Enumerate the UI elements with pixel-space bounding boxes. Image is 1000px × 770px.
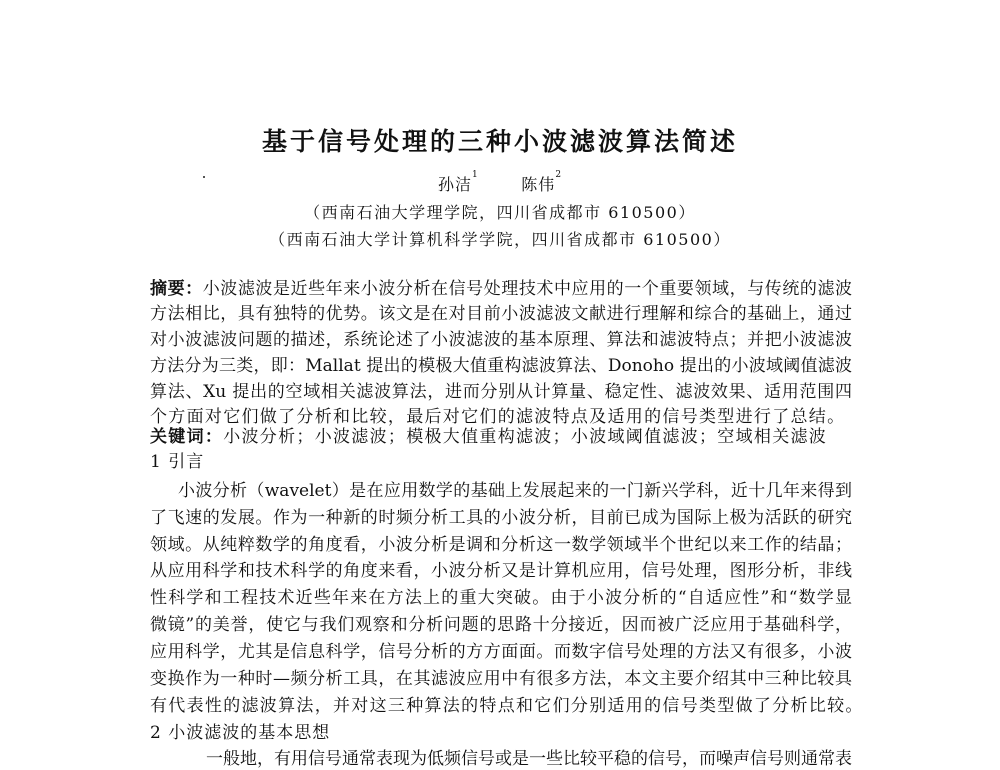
body-line: 从应用科学和技术科学的角度来看，小波分析又是计算机应用，信号处理，图形分析，非线 [150,561,852,581]
abstract-line: 对小波滤波问题的描述，系统论述了小波滤波的基本原理、算法和滤波特点；并把小波滤波 [150,330,852,350]
body-line: 应用科学，尤其是信息科学，信号分析的方方面面。而数字信号处理的方法又有很多，小波 [150,642,852,662]
section-heading: 2 小波滤波的基本思想 [150,723,331,743]
author-affiliation-mark: 2 [555,170,563,180]
author-name: 孙洁 [437,175,472,194]
author-name: 陈伟 [521,175,556,194]
abstract-line: 方法相比，具有独特的优势。该文是在对目前小波滤波文献进行理解和综合的基础上，通过 [150,304,852,324]
abstract-line: 算法、Xu 提出的空域相关滤波算法，进而分别从计算量、稳定性、滤波效果、适用范围四 [150,382,852,402]
body-line: 小波分析（wavelet）是在应用数学的基础上发展起来的一门新兴学科，近十几年来得到 [178,481,852,501]
body-line: 了飞速的发展。作为一种新的时频分析工具的小波分析，目前已成为国际上极为活跃的研究 [150,508,852,528]
body-line: 变换作为一种时—频分析工具，在其滤波应用中有很多方法，本文主要介绍其中三种比较具 [150,669,852,689]
body-line: 一般地，有用信号通常表现为低频信号或是一些比较平稳的信号，而噪声信号则通常表 [206,749,852,769]
abstract-label: 摘要： [150,279,203,299]
author-line [0,172,1000,195]
keywords-line [150,426,852,448]
section-heading: 1 引言 [150,452,205,472]
abstract-line: 摘要：小波滤波是近些年来小波分析在信号处理技术中应用的一个重要领域，与传统的滤波 [150,279,853,299]
body-line: 领域。从纯粹数学的角度看，小波分析是调和分析这一数学领域半个世纪以来工作的结晶； [150,535,852,555]
author-affiliation-mark: 1 [471,170,479,180]
body-line: 有代表性的滤波算法，并对这三种算法的特点和它们分别适用的信号类型做了分析比较。 [150,696,864,716]
paper-title: 基于信号处理的三种小波滤波算法简述 [261,127,738,156]
abstract-line: 个方面对它们做了分析和比较，最后对它们的滤波特点及适用的信号类型进行了总结。 [150,407,846,427]
body-line: 性科学和工程技术近些年来在方法上的重大突破。由于小波分析的“自适应性”和“数学显 [150,588,852,608]
abstract-line: 方法分为三类，即：Mallat 提出的模极大值重构滤波算法、Donoho 提出的小波域阈值滤波 [150,356,852,376]
affiliation: （西南石油大学理学院，四川省成都市 610500） [304,203,696,222]
keywords-label: 关键词： [150,427,224,447]
body-line: 微镜”的美誉，使它与我们观察和分析问题的思路十分接近，因而被广泛应用于基础科学， [150,615,852,635]
affiliation: （西南石油大学计算机科学学院，四川省成都市 610500） [269,230,731,249]
keywords-text: 小波分析；小波滤波；模极大值重构滤波；小波域阈值滤波；空域相关滤波 [223,427,828,447]
